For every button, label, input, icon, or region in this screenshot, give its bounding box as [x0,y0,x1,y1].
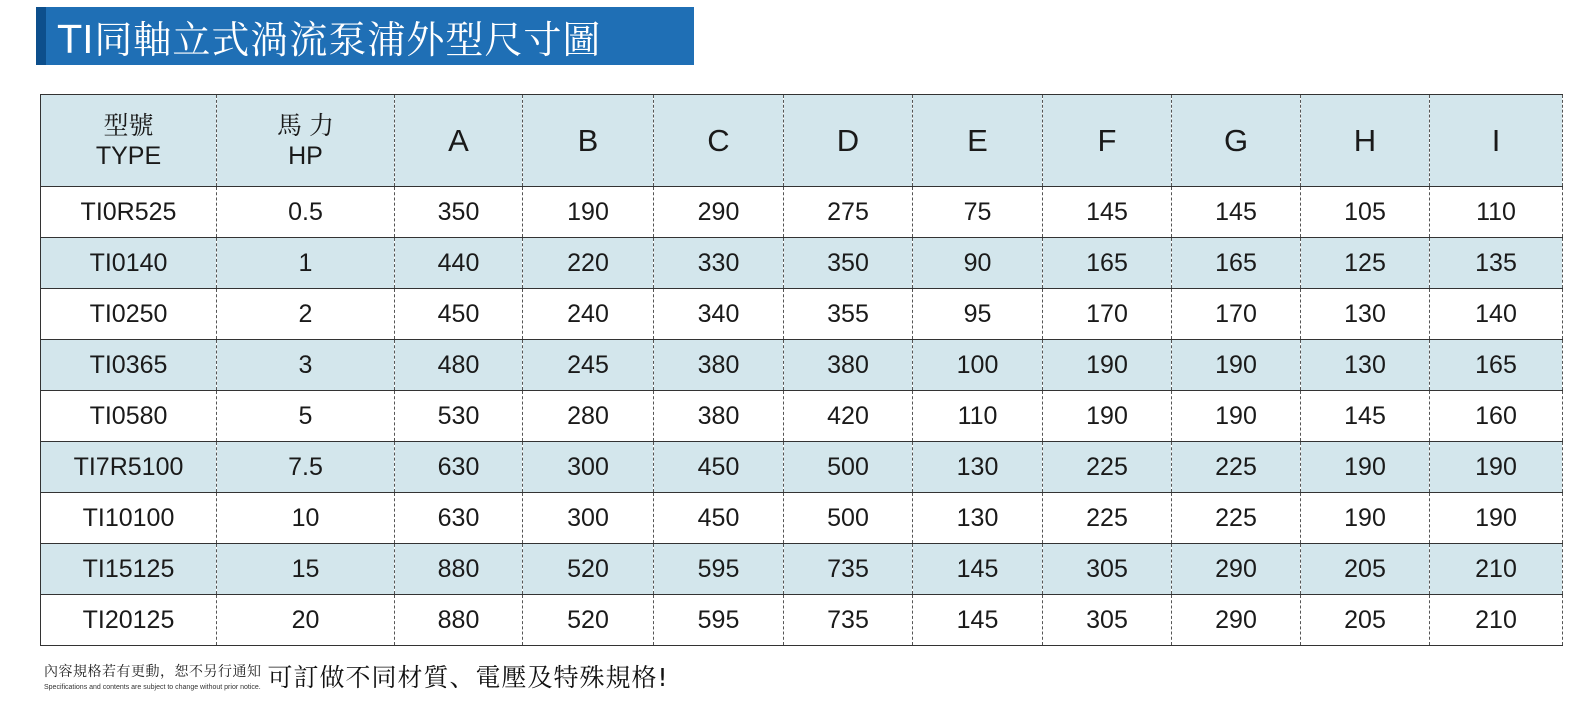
cell-e: 95 [913,289,1043,340]
cell-f: 170 [1043,289,1172,340]
cell-b: 190 [523,187,654,238]
header-f: F [1043,95,1172,187]
cell-b: 520 [523,544,654,595]
cell-hp: 2 [217,289,395,340]
cell-b: 300 [523,493,654,544]
header-type-en: TYPE [95,141,162,170]
cell-b: 280 [523,391,654,442]
cell-type: TI10100 [41,493,217,544]
cell-f: 190 [1043,391,1172,442]
cell-h: 205 [1301,544,1430,595]
cell-i: 135 [1430,238,1563,289]
table-body [41,187,1563,646]
cell-c: 330 [654,238,784,289]
header-e: E [913,95,1043,187]
table-row [41,340,1563,391]
cell-d: 735 [784,544,913,595]
cell-f: 225 [1043,442,1172,493]
header-type-zh: 型號 [103,111,154,140]
cell-b: 300 [523,442,654,493]
cell-g: 190 [1172,391,1301,442]
cell-f: 305 [1043,544,1172,595]
cell-f: 165 [1043,238,1172,289]
cell-g: 225 [1172,493,1301,544]
cell-i: 210 [1430,595,1563,646]
dimension-table [40,94,1563,646]
table-row [41,391,1563,442]
header-a: A [395,95,523,187]
cell-type: TI15125 [41,544,217,595]
cell-c: 290 [654,187,784,238]
cell-d: 350 [784,238,913,289]
cell-a: 450 [395,289,523,340]
cell-type: TI7R5100 [41,442,217,493]
cell-type: TI20125 [41,595,217,646]
cell-i: 160 [1430,391,1563,442]
cell-i: 190 [1430,442,1563,493]
cell-f: 145 [1043,187,1172,238]
footer-notes [44,658,669,694]
cell-c: 450 [654,493,784,544]
cell-d: 735 [784,595,913,646]
cell-a: 880 [395,595,523,646]
cell-g: 145 [1172,187,1301,238]
cell-d: 355 [784,289,913,340]
table-row [41,595,1563,646]
cell-b: 220 [523,238,654,289]
cell-d: 500 [784,493,913,544]
table-row [41,544,1563,595]
table-row [41,442,1563,493]
cell-e: 145 [913,544,1043,595]
cell-type: TI0R525 [41,187,217,238]
cell-h: 130 [1301,289,1430,340]
cell-c: 380 [654,340,784,391]
cell-c: 380 [654,391,784,442]
cell-i: 190 [1430,493,1563,544]
cell-g: 190 [1172,340,1301,391]
cell-e: 75 [913,187,1043,238]
change-notice-zh: 內容規格若有更動，恕不另行通知 [44,664,262,680]
cell-type: TI0140 [41,238,217,289]
cell-e: 110 [913,391,1043,442]
header-c: C [654,95,784,187]
table-row [41,289,1563,340]
cell-g: 290 [1172,595,1301,646]
cell-h: 125 [1301,238,1430,289]
change-notice [44,661,262,691]
cell-h: 145 [1301,391,1430,442]
header-hp-zh: 馬 力 [277,111,334,140]
cell-a: 630 [395,442,523,493]
cell-b: 245 [523,340,654,391]
cell-hp: 7.5 [217,442,395,493]
header-type [41,95,217,187]
custom-order-note: 可訂做不同材質、電壓及特殊規格! [267,663,669,692]
header-i: I [1430,95,1563,187]
cell-e: 145 [913,595,1043,646]
cell-g: 225 [1172,442,1301,493]
table-row [41,238,1563,289]
header-d: D [784,95,913,187]
cell-type: TI0580 [41,391,217,442]
cell-e: 90 [913,238,1043,289]
cell-a: 350 [395,187,523,238]
cell-i: 165 [1430,340,1563,391]
cell-d: 380 [784,340,913,391]
cell-hp: 15 [217,544,395,595]
cell-i: 110 [1430,187,1563,238]
page-title: TI同軸立式渦流泵浦外型尺寸圖 [58,17,602,62]
cell-hp: 3 [217,340,395,391]
cell-c: 340 [654,289,784,340]
header-b: B [523,95,654,187]
cell-type: TI0250 [41,289,217,340]
cell-g: 290 [1172,544,1301,595]
cell-g: 165 [1172,238,1301,289]
cell-c: 595 [654,544,784,595]
cell-d: 275 [784,187,913,238]
cell-a: 480 [395,340,523,391]
cell-f: 225 [1043,493,1172,544]
cell-e: 100 [913,340,1043,391]
table-row [41,493,1563,544]
cell-b: 520 [523,595,654,646]
cell-c: 450 [654,442,784,493]
header-hp [217,95,395,187]
cell-c: 595 [654,595,784,646]
cell-a: 440 [395,238,523,289]
cell-hp: 10 [217,493,395,544]
header-g: G [1172,95,1301,187]
table-header-row [41,95,1563,187]
cell-f: 190 [1043,340,1172,391]
table-row [41,187,1563,238]
cell-b: 240 [523,289,654,340]
cell-h: 190 [1301,442,1430,493]
cell-h: 205 [1301,595,1430,646]
cell-e: 130 [913,442,1043,493]
cell-g: 170 [1172,289,1301,340]
cell-hp: 20 [217,595,395,646]
cell-a: 530 [395,391,523,442]
cell-a: 880 [395,544,523,595]
header-h: H [1301,95,1430,187]
cell-hp: 5 [217,391,395,442]
cell-type: TI0365 [41,340,217,391]
cell-e: 130 [913,493,1043,544]
cell-d: 420 [784,391,913,442]
cell-f: 305 [1043,595,1172,646]
cell-h: 190 [1301,493,1430,544]
title-banner [36,7,694,65]
cell-a: 630 [395,493,523,544]
change-notice-en: Specifications and contents are subject to change without prior notice. [44,684,261,691]
cell-i: 210 [1430,544,1563,595]
cell-hp: 0.5 [217,187,395,238]
cell-h: 105 [1301,187,1430,238]
title-accent-stripe [36,7,46,65]
header-hp-en: HP [288,141,323,170]
cell-hp: 1 [217,238,395,289]
cell-i: 140 [1430,289,1563,340]
cell-h: 130 [1301,340,1430,391]
cell-d: 500 [784,442,913,493]
